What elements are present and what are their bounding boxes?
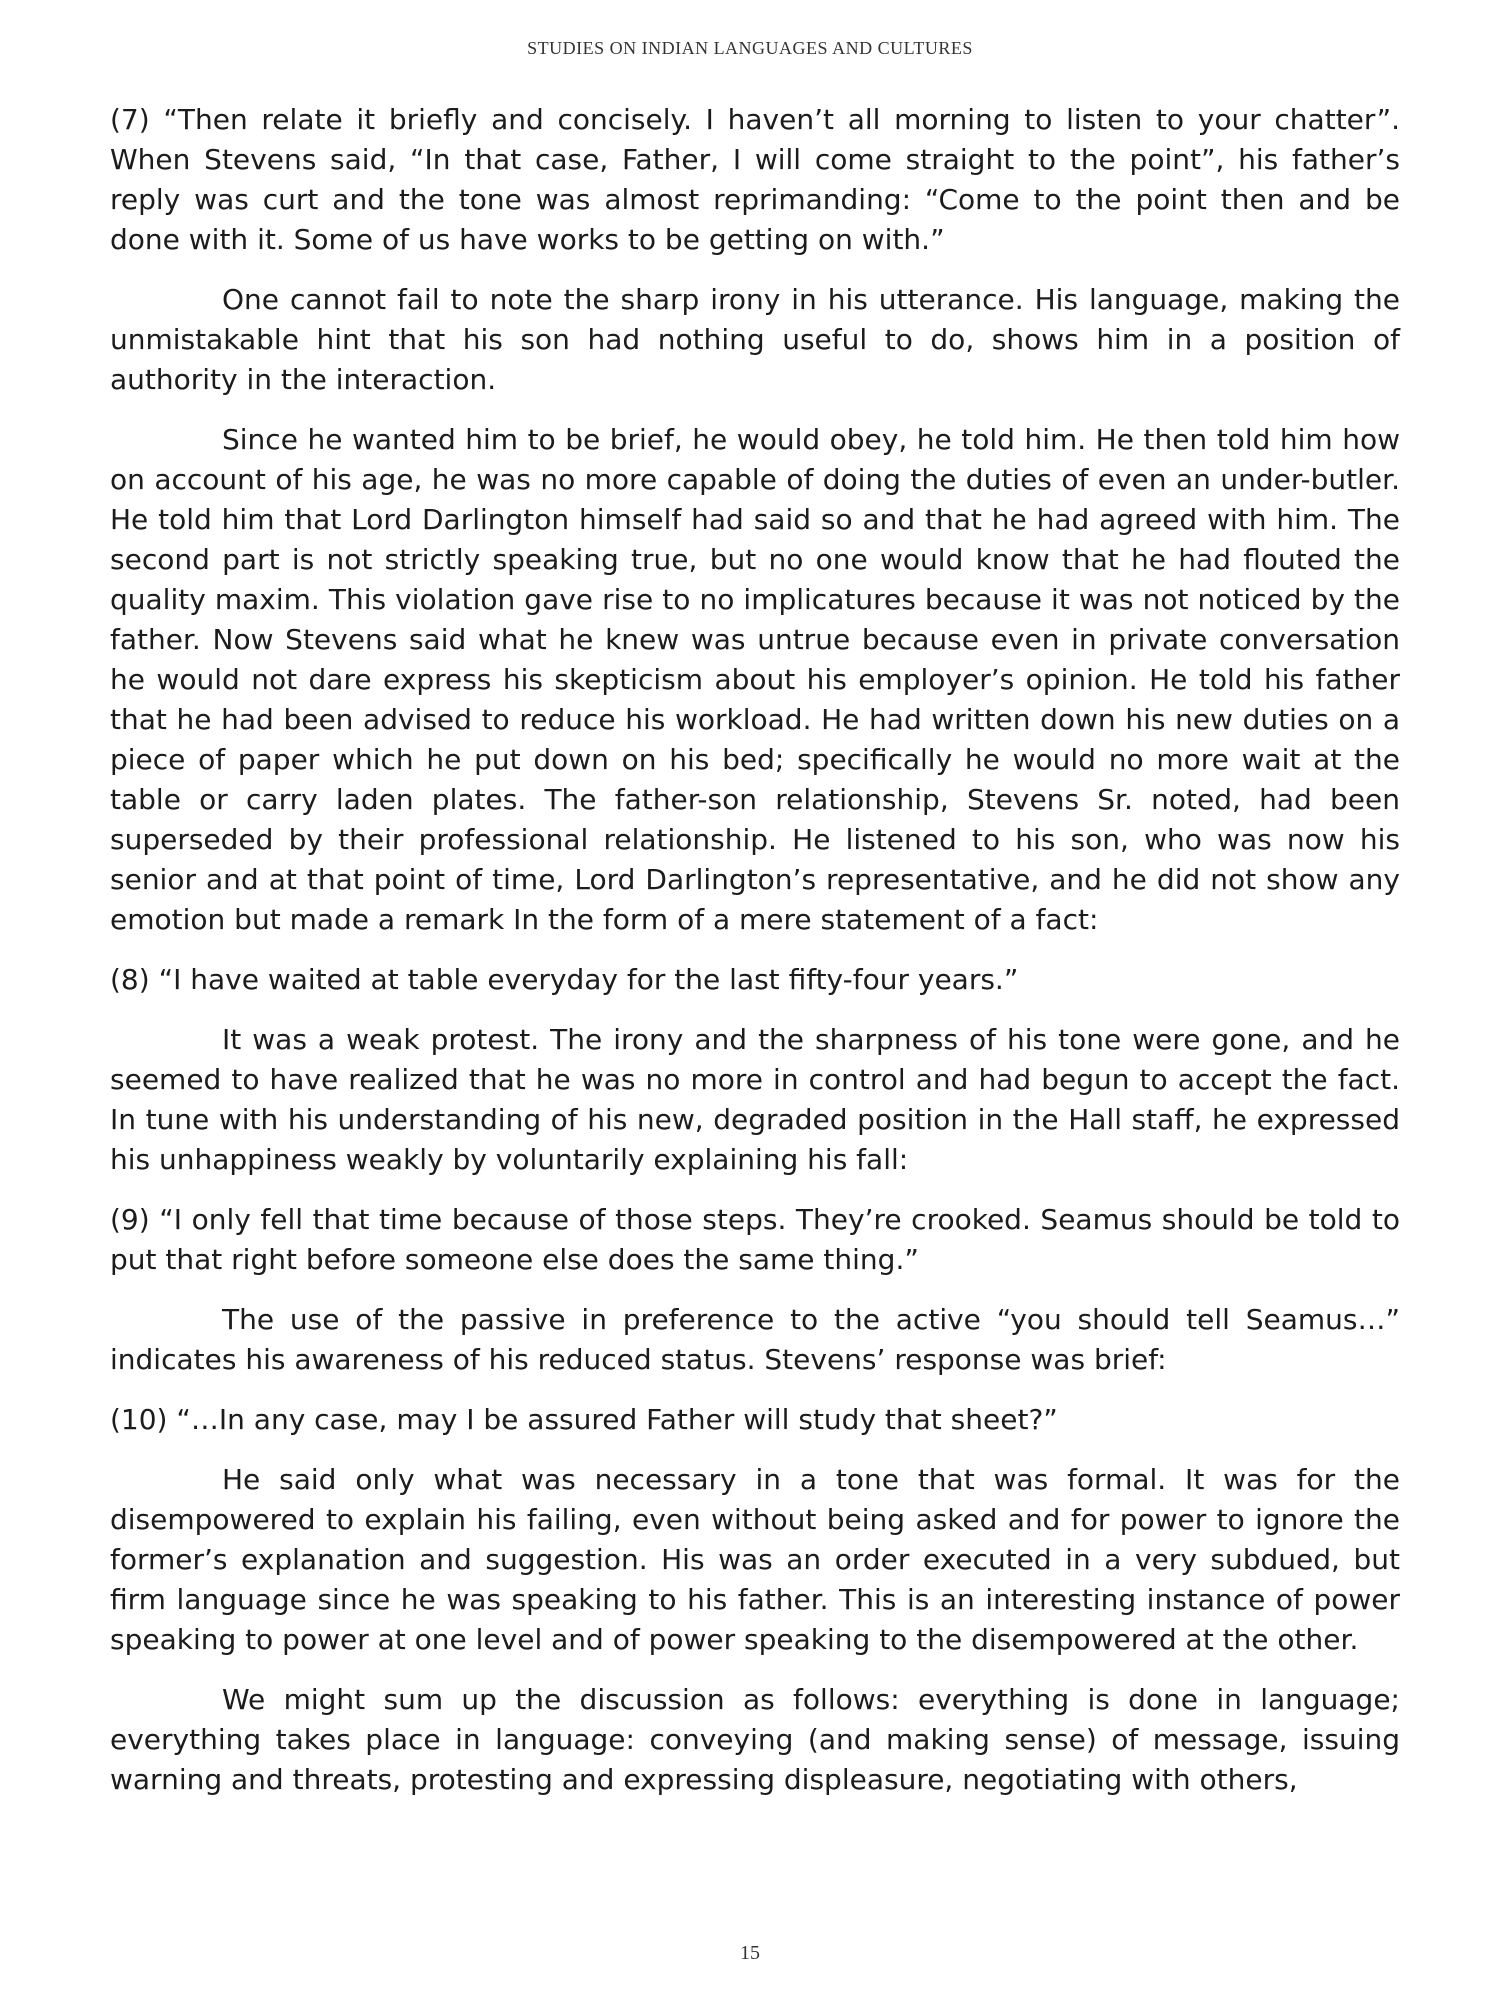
example-9-paragraph: (9) “I only fell that time because of those steps. They’re crooked. Seamus should be told to put that right before someone else does the same thing.” [110,1203,1400,1276]
body-paragraph: One cannot fail to note the sharp irony in his utterance. His language, making the unmistakable hint that his son had nothing useful to do, shows him in a position of authority in the interaction. [110,283,1400,396]
body-paragraph: We might sum up the discussion as follows: everything is done in language; everything takes place in language: conveying (and making sense) of message, issuing warning and threats, protesting and expressing displeasure, negotiating with others, [110,1683,1400,1796]
page-body [110,100,1400,1820]
page-number: 15 [740,1942,760,1964]
running-head: STUDIES ON INDIAN LANGUAGES AND CULTURES [527,38,973,58]
example-7-paragraph: (7) “Then relate it briefly and concisely. I haven’t all morning to listen to your chatter”. When Stevens said, “In that case, Father, I will come straight to the point”, his father’s reply was curt and the tone was almost reprimanding: “Come to the point then and be done with it. Some of us have works to be getting on with.” [110,103,1400,256]
body-paragraph: It was a weak protest. The irony and the sharpness of his tone were gone, and he seemed to have realized that he was no more in control and had begun to accept the fact. In tune with his understanding of his new, degraded position in the Hall staff, he expressed his unhappiness weakly by voluntarily explaining his fall: [110,1023,1400,1176]
body-paragraph: He said only what was necessary in a tone that was formal. It was for the disempowered to explain his failing, even without being asked and for power to ignore the former’s explanation and suggestion. His was an order executed in a very subdued, but firm language since he was speaking to his father. This is an interesting instance of power speaking to power at one level and of power speaking to the disempowered at the other. [110,1463,1400,1656]
example-10-paragraph: (10) “…In any case, may I be assured Father will study that sheet?” [110,1403,1058,1436]
example-8-paragraph: (8) “I have waited at table everyday for the last fifty-four years.” [110,963,1019,996]
body-paragraph: Since he wanted him to be brief, he would obey, he told him. He then told him how on account of his age, he was no more capable of doing the duties of even an under-butler. He told him that Lord Darlington himself had said so and that he had agreed with him. The second part is not strictly speaking true, but no one would know that he had flouted the quality maxim. This violation gave rise to no implicatures because it was not noticed by the father. Now Stevens said what he knew was untrue because even in private conversation he would not dare express his skepticism about his employer’s opinion. He told his father that he had been advised to reduce his workload. He had written down his new duties on a piece of paper which he put down on his bed; specifically he would no more wait at the table or carry laden plates. The father-son relationship, Stevens Sr. noted, had been superseded by their professional relationship. He listened to his son, who was now his senior and at that point of time, Lord Darlington’s representative, and he did not show any emotion but made a remark In the form of a mere statement of a fact: [110,423,1400,936]
body-paragraph: The use of the passive in preference to the active “you should tell Seamus…” indicates his awareness of his reduced status. Stevens’ response was brief: [110,1303,1400,1376]
